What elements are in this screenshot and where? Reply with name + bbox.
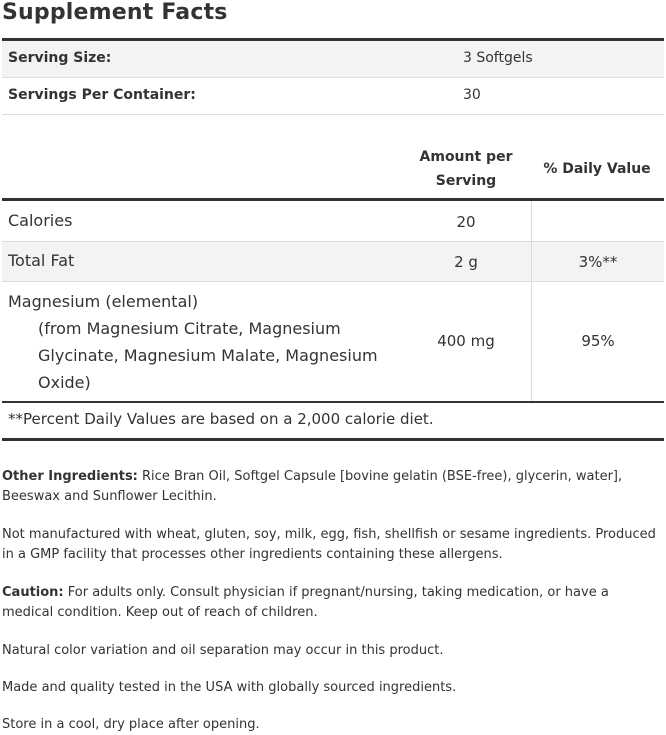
amount-header-line2: Serving bbox=[435, 173, 497, 189]
servings-per-container-label: Servings Per Container: bbox=[8, 87, 196, 103]
caution-label: Caution: bbox=[2, 585, 64, 600]
table-row-calories bbox=[2, 201, 664, 242]
page-title: Supplement Facts bbox=[2, 0, 228, 25]
column-divider bbox=[531, 201, 532, 241]
other-ingredients-text: Rice Bran Oil, Softgel Capsule [bovine gelatin (BSE-free), glycerin, water], Beeswax and Sunflower Lecithin. bbox=[2, 469, 623, 504]
nutrient-daily-value: 95% bbox=[581, 332, 615, 350]
storage-note: Store in a cool, dry place after opening. bbox=[2, 717, 260, 732]
serving-size-row bbox=[2, 41, 664, 78]
amount-header-line1: Amount per bbox=[419, 149, 513, 165]
footnote-top-rule bbox=[2, 401, 664, 403]
serving-size-label: Serving Size: bbox=[8, 50, 112, 66]
caution-statement bbox=[2, 583, 662, 623]
caution-text: For adults only. Consult physician if pregnant/nursing, taking medication, or have a medical condition. Keep out of reach of children. bbox=[2, 585, 609, 620]
table-row-total-fat bbox=[2, 242, 664, 282]
origin-note: Made and quality tested in the USA with globally sourced ingredients. bbox=[2, 680, 457, 695]
other-ingredients bbox=[2, 467, 662, 507]
nutrient-daily-value: 3%** bbox=[578, 253, 618, 271]
other-ingredients-label: Other Ingredients: bbox=[2, 469, 138, 484]
nutrient-amount: 2 g bbox=[454, 253, 478, 271]
servings-per-container-row bbox=[2, 78, 664, 115]
table-row-magnesium bbox=[2, 282, 664, 401]
servings-per-container-value: 30 bbox=[463, 87, 481, 103]
nutrient-source-line: Oxide) bbox=[38, 373, 91, 392]
amount-per-serving-header bbox=[400, 145, 532, 193]
allergen-statement: Not manufactured with wheat, gluten, soy, milk, egg, fish, shellfish or sesame ingredients. Produced in a GMP facility that processes other ingredients containing these allergens. bbox=[2, 527, 656, 562]
nutrient-source-line: Glycinate, Magnesium Malate, Magnesium bbox=[38, 346, 378, 365]
footnote-bottom-rule bbox=[2, 438, 664, 441]
nutrient-amount: 20 bbox=[456, 213, 476, 231]
nutrient-amount: 400 mg bbox=[437, 332, 495, 350]
daily-value-footnote: **Percent Daily Values are based on a 2,000 calorie diet. bbox=[8, 410, 434, 428]
nutrient-name: Total Fat bbox=[8, 251, 75, 270]
serving-size-value: 3 Softgels bbox=[463, 50, 533, 66]
nutrient-name: Magnesium (elemental) bbox=[8, 292, 199, 311]
nutrient-name: Calories bbox=[8, 211, 73, 230]
nutrient-source-line: (from Magnesium Citrate, Magnesium bbox=[38, 319, 341, 338]
daily-value-header: % Daily Value bbox=[543, 161, 651, 177]
nutrient-name-block bbox=[8, 288, 378, 396]
color-variation-note: Natural color variation and oil separation may occur in this product. bbox=[2, 643, 444, 658]
